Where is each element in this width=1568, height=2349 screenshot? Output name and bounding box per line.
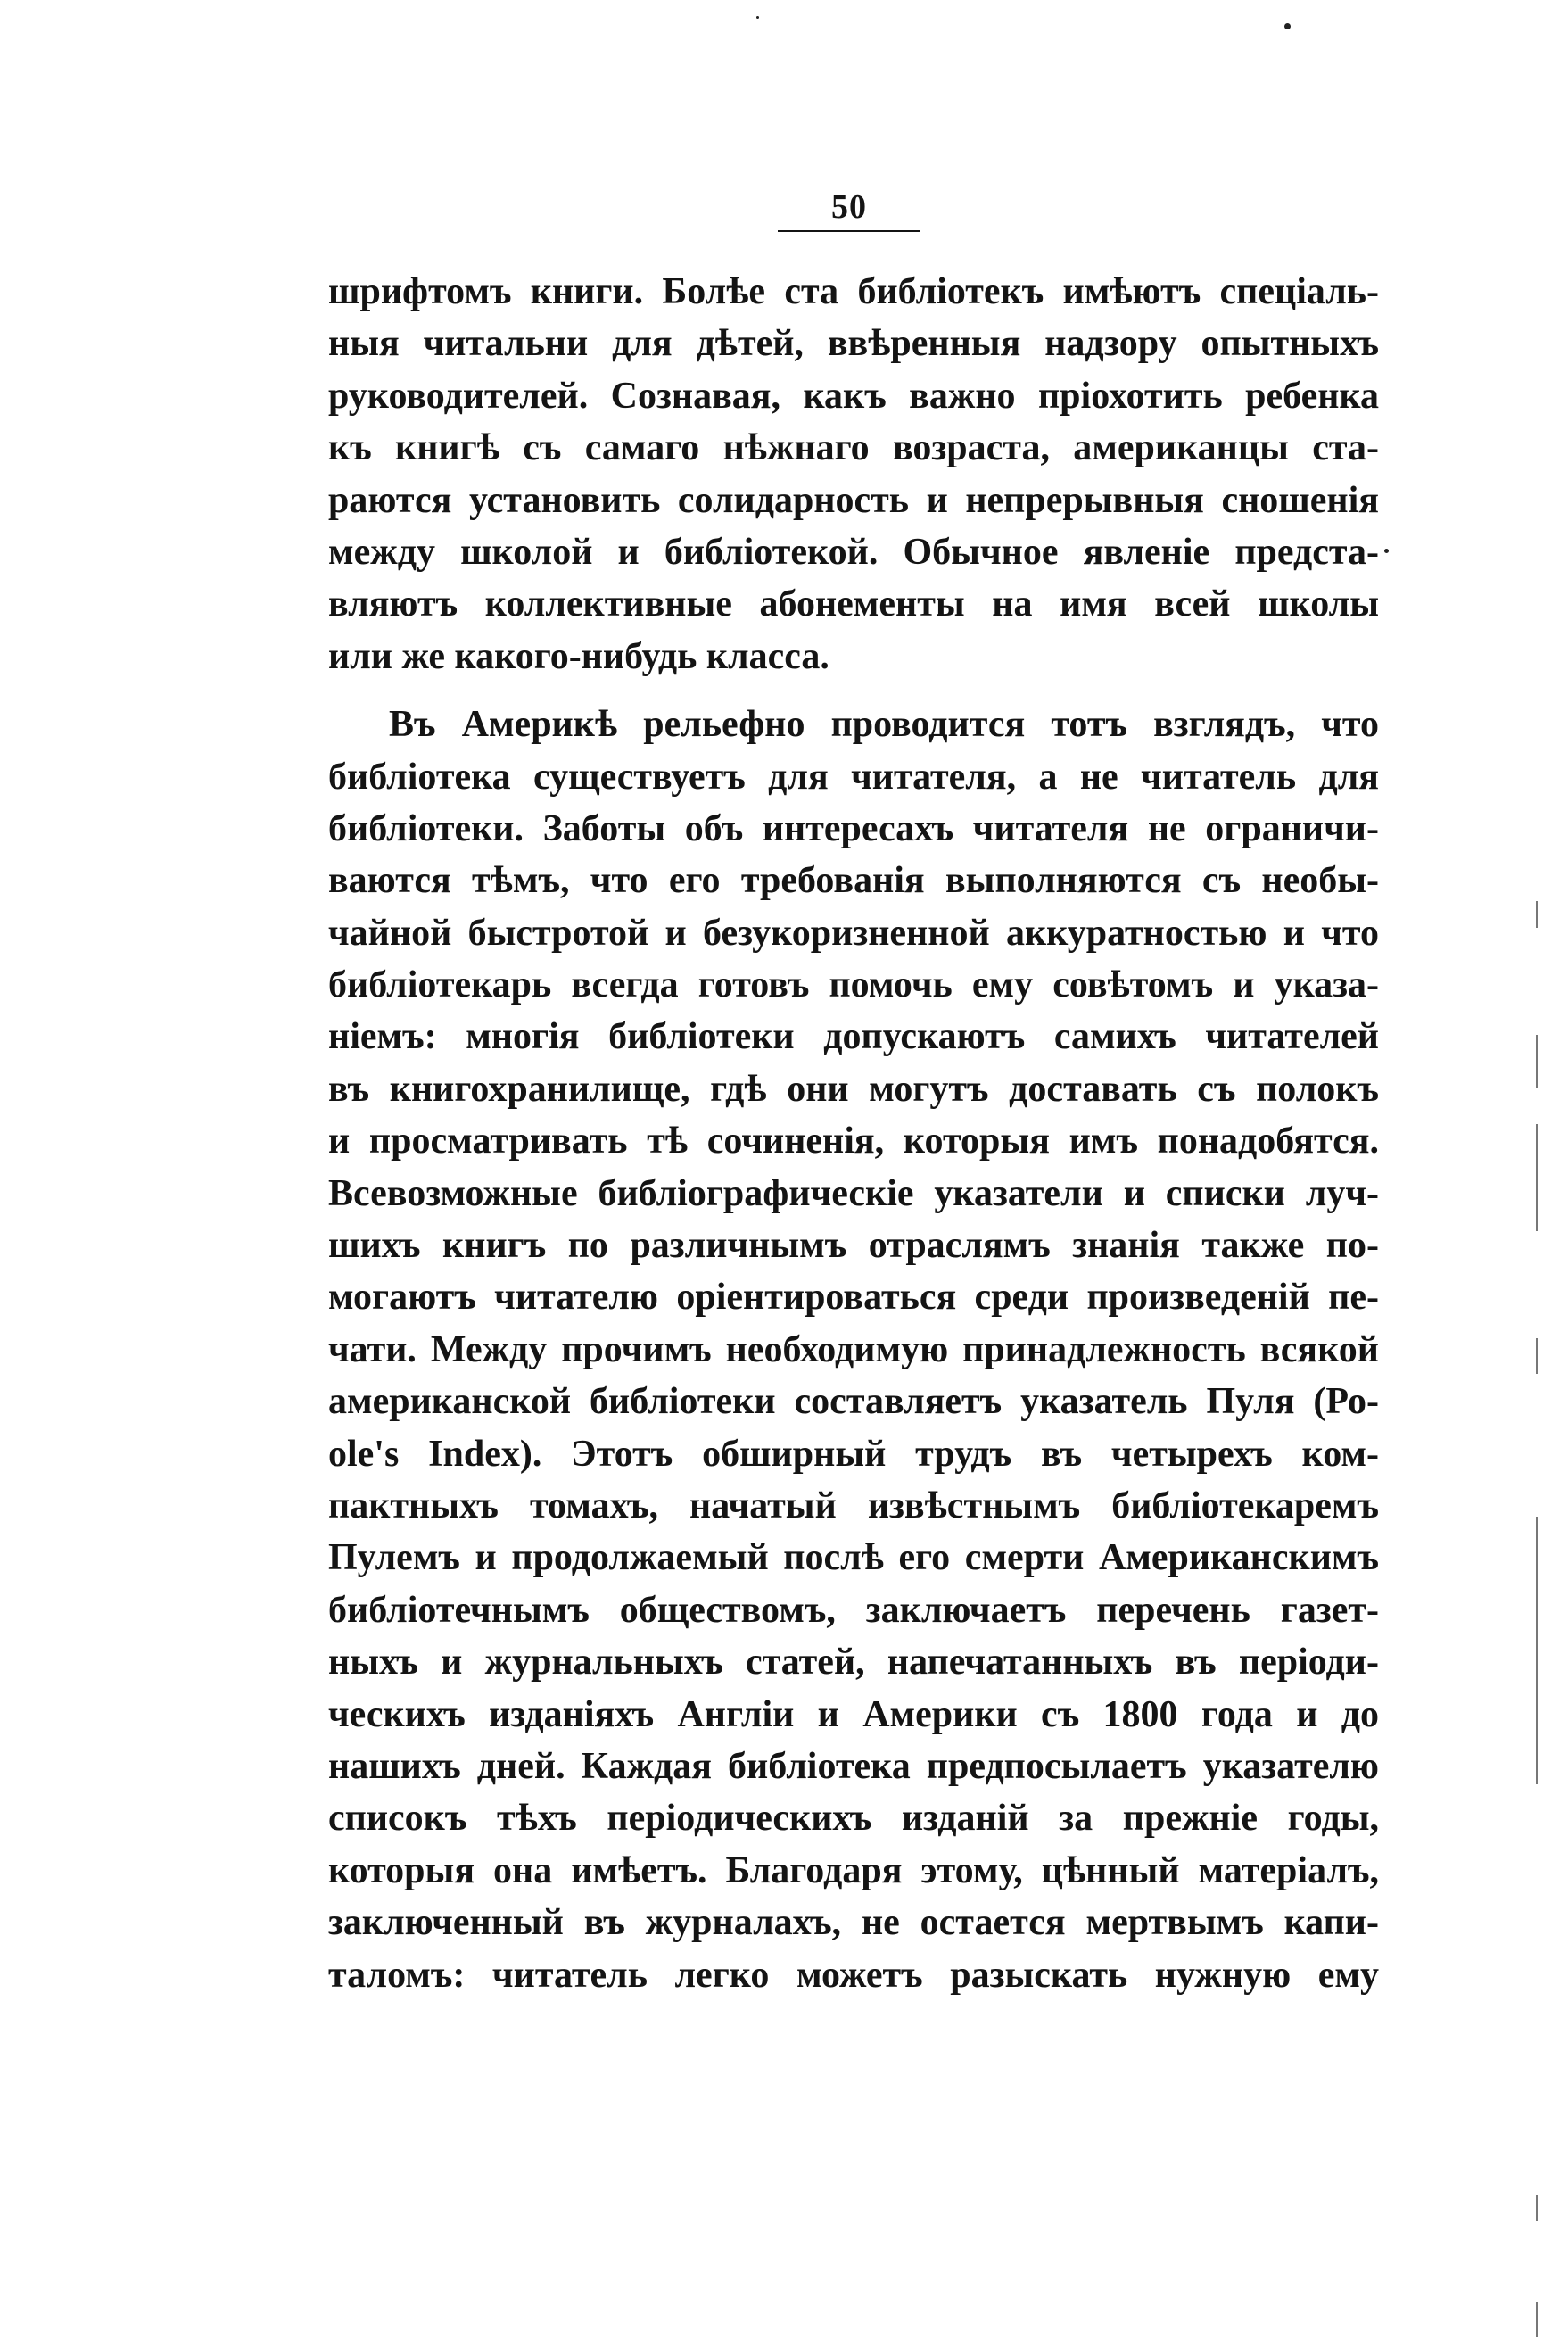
text-line: списокъ тѣхъ періодическихъ изданій за прежніе годы, bbox=[328, 1798, 1379, 1840]
scan-edge-mark bbox=[1536, 1338, 1538, 1374]
ink-speck bbox=[756, 16, 759, 19]
text-line: ваются тѣмъ, что его требованія выполняются съ необы- bbox=[328, 860, 1379, 902]
text-line: которыя она имѣетъ. Благодаря этому, цѣнный матеріалъ, bbox=[328, 1849, 1379, 1891]
text-line: заключенный въ журналахъ, не остается мертвымъ капи- bbox=[328, 1902, 1379, 1944]
scan-edge-mark bbox=[1536, 2302, 1538, 2337]
text-line: нашихъ дней. Каждая библіотека предпосылаетъ указателю bbox=[328, 1745, 1379, 1787]
text-line: Всевозможные библіографическіе указатели и списки луч- bbox=[328, 1172, 1379, 1214]
text-line: вляютъ коллективные абонементы на имя всей школы bbox=[328, 583, 1379, 625]
text-line: американской библіотеки составляетъ указатель Пуля (Ро- bbox=[328, 1381, 1379, 1423]
text-line: или же какого-нибудь класса. bbox=[328, 635, 829, 677]
paragraph bbox=[328, 266, 1379, 682]
text-line: библіотека существуетъ для читателя, а не читатель для bbox=[328, 756, 1379, 798]
body-text bbox=[328, 266, 1379, 2001]
text-line: пактныхъ томахъ, начатый извѣстнымъ библіотекаремъ bbox=[328, 1485, 1379, 1526]
text-line: къ книгѣ съ самаго нѣжнаго возраста, американцы ста- bbox=[328, 427, 1379, 469]
text-line: библіотечнымъ обществомъ, заключаетъ перечень газет- bbox=[328, 1589, 1379, 1631]
scan-edge-mark bbox=[1536, 901, 1538, 928]
text-line: могаютъ читателю оріентироваться среди произведеній пе- bbox=[328, 1277, 1379, 1319]
paragraph bbox=[328, 699, 1379, 2001]
text-line: въ книгохранилище, гдѣ они могутъ доставать съ полокъ bbox=[328, 1068, 1379, 1110]
ink-speck bbox=[1284, 23, 1291, 29]
text-line: шихъ книгъ по различнымъ отраслямъ знанія также по- bbox=[328, 1225, 1379, 1267]
page-number: 50 bbox=[831, 188, 867, 226]
text-line: и просматривать тѣ сочиненія, которыя имъ понадобятся. bbox=[328, 1121, 1379, 1162]
ink-speck bbox=[1384, 549, 1389, 553]
text-line: Пулемъ и продолжаемый послѣ его смерти Американскимъ bbox=[328, 1537, 1379, 1579]
scan-edge-mark bbox=[1536, 2195, 1538, 2221]
text-line: чати. Между прочимъ необходимую принадлежность всякой bbox=[328, 1328, 1379, 1370]
text-line: Въ Америкѣ рельефно проводится тотъ взглядъ, что bbox=[389, 704, 1379, 746]
text-line: ніемъ: многія библіотеки допускаютъ самихъ читателей bbox=[328, 1016, 1379, 1058]
text-line: таломъ: читатель легко можетъ разыскать нужную ему bbox=[328, 1954, 1379, 1996]
scan-edge-mark bbox=[1536, 1035, 1538, 1088]
text-line: шрифтомъ книги. Болѣе ста библіотекъ имѣютъ спеціаль- bbox=[328, 271, 1379, 312]
text-line: ныя читальни для дѣтей, ввѣренныя надзору опытныхъ bbox=[328, 323, 1379, 365]
text-line: библіотеки. Заботы объ интересахъ читателя не ограничи- bbox=[328, 807, 1379, 849]
text-line: ole's Index). Этотъ обширный трудъ въ четырехъ ком- bbox=[328, 1433, 1379, 1475]
text-line: ныхъ и журнальныхъ статей, напечатанныхъ въ періоди- bbox=[328, 1642, 1379, 1683]
text-line: ческихъ изданіяхъ Англіи и Америки съ 1800 года и до bbox=[328, 1693, 1379, 1735]
paragraph-gap bbox=[328, 682, 1379, 699]
scan-edge-mark bbox=[1536, 1124, 1538, 1231]
scan-edge-mark bbox=[1536, 1517, 1538, 1784]
text-line: между школой и библіотекой. Обычное явленіе предста- bbox=[328, 531, 1379, 573]
text-line: чайной быстротой и безукоризненной аккуратностью и что bbox=[328, 912, 1379, 954]
text-line: руководителей. Сознавая, какъ важно пріохотить ребенка bbox=[328, 375, 1379, 417]
text-line: библіотекарь всегда готовъ помочь ему совѣтомъ и указа- bbox=[328, 964, 1379, 1006]
text-line: раются установить солидарность и непрерывныя сношенія bbox=[328, 479, 1379, 521]
page-number-rule bbox=[778, 230, 920, 232]
